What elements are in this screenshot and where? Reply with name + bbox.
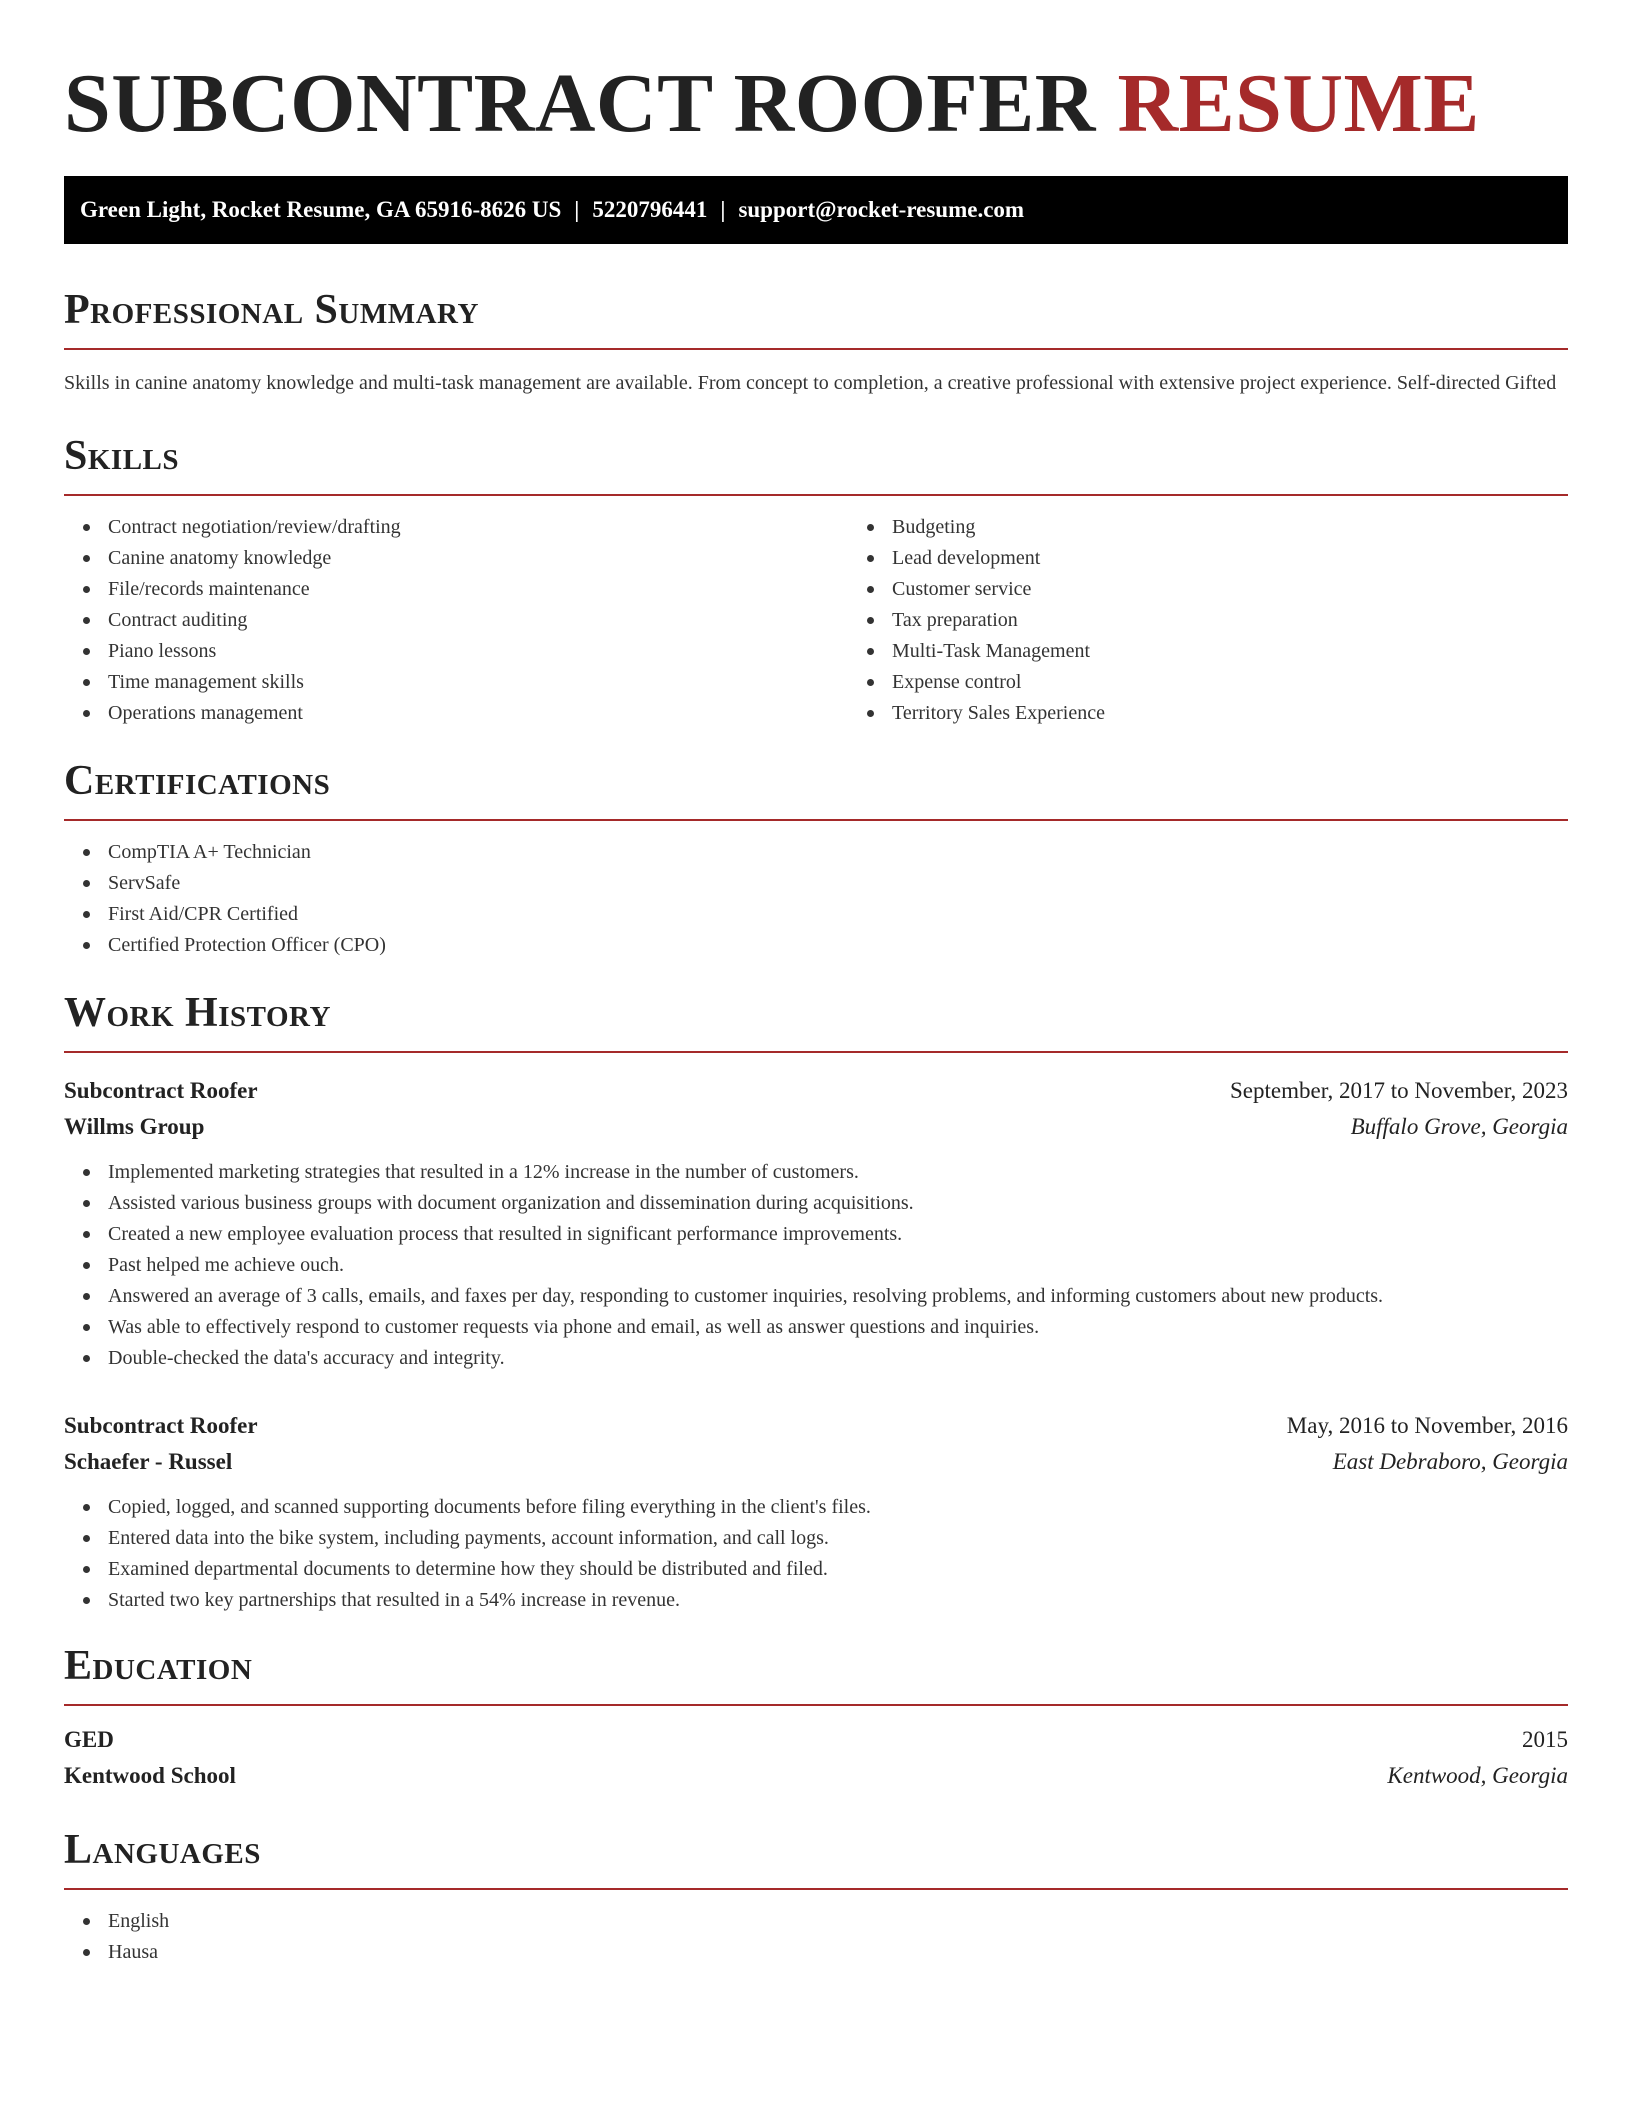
- job-title-row: [64, 1073, 1568, 1109]
- work-history-heading: Work History: [64, 991, 1568, 1053]
- language-item: English: [108, 1906, 1568, 1937]
- skill-item: Customer service: [892, 574, 1568, 605]
- languages-heading: Languages: [64, 1828, 1568, 1890]
- job-company: Willms Group: [64, 1114, 205, 1139]
- skill-item: Operations management: [108, 698, 848, 729]
- job-title: Subcontract Roofer: [64, 1078, 258, 1103]
- certification-item: CompTIA A+ Technician: [108, 837, 1568, 868]
- job-dates: May, 2016 to November, 2016: [1286, 1413, 1568, 1438]
- job-title: Subcontract Roofer: [64, 1413, 258, 1438]
- job-bullet: Copied, logged, and scanned supporting documents before filing everything in the client's files.: [108, 1492, 1568, 1523]
- job-location: Buffalo Grove, Georgia: [1350, 1114, 1568, 1139]
- languages-section: [64, 1828, 1568, 1968]
- job-location: East Debraboro, Georgia: [1332, 1449, 1568, 1474]
- skill-item: Piano lessons: [108, 636, 848, 667]
- skill-item: Contract negotiation/review/drafting: [108, 512, 848, 543]
- work-history-section: [64, 991, 1568, 1616]
- education-school-row: [64, 1758, 1568, 1794]
- skill-item: Budgeting: [892, 512, 1568, 543]
- job-bullet: Double-checked the data's accuracy and integrity.: [108, 1343, 1568, 1374]
- contact-email: support@rocket-resume.com: [738, 197, 1025, 222]
- languages-list: [64, 1906, 1568, 1968]
- skill-item: Contract auditing: [108, 605, 848, 636]
- job-bullet: Answered an average of 3 calls, emails, and faxes per day, responding to customer inquiries, resolving problems, and informing customers about new products.: [108, 1281, 1568, 1312]
- education-year: 2015: [1522, 1727, 1568, 1752]
- job-bullet: Created a new employee evaluation process that resulted in significant performance improvements.: [108, 1219, 1568, 1250]
- job-bullet: Examined departmental documents to determine how they should be distributed and filed.: [108, 1554, 1568, 1585]
- job-company: Schaefer - Russel: [64, 1449, 233, 1474]
- contact-address: Green Light, Rocket Resume, GA 65916-8626 US: [80, 197, 562, 222]
- resume-page: [64, 56, 1568, 1968]
- job-bullets: [64, 1157, 1568, 1374]
- certification-item: First Aid/CPR Certified: [108, 899, 1568, 930]
- summary-heading: Professional Summary: [64, 288, 1568, 350]
- title-accent: RESUME: [1117, 57, 1480, 150]
- skill-item: Tax preparation: [892, 605, 1568, 636]
- job-bullet: Was able to effectively respond to customer requests via phone and email, as well as answer questions and inquiries.: [108, 1312, 1568, 1343]
- education-location: Kentwood, Georgia: [1387, 1763, 1568, 1788]
- skills-columns: [64, 496, 1568, 729]
- job-company-row: [64, 1109, 1568, 1145]
- summary-section: [64, 288, 1568, 398]
- skill-item: Time management skills: [108, 667, 848, 698]
- education-degree: GED: [64, 1727, 114, 1752]
- page-title: [64, 56, 1568, 152]
- job-entry: [64, 1073, 1568, 1374]
- job-company-row: [64, 1444, 1568, 1480]
- education-school: Kentwood School: [64, 1763, 236, 1788]
- skill-item: File/records maintenance: [108, 574, 848, 605]
- contact-bar: [64, 176, 1568, 244]
- education-entry: [64, 1722, 1568, 1794]
- job-bullet: Assisted various business groups with document organization and dissemination during acquisitions.: [108, 1188, 1568, 1219]
- summary-text: Skills in canine anatomy knowledge and multi-task management are available. From concept to completion, a creative professional with extensive project experience. Self-directed Gifted: [64, 372, 1557, 394]
- skills-list-left: [64, 512, 848, 729]
- skill-item: Expense control: [892, 667, 1568, 698]
- job-bullets: [64, 1492, 1568, 1616]
- skill-item: Canine anatomy knowledge: [108, 543, 848, 574]
- job-bullet: Started two key partnerships that resulted in a 54% increase in revenue.: [108, 1585, 1568, 1616]
- skill-item: Territory Sales Experience: [892, 698, 1568, 729]
- job-bullet: Entered data into the bike system, including payments, account information, and call logs.: [108, 1523, 1568, 1554]
- education-degree-row: [64, 1722, 1568, 1758]
- education-section: [64, 1644, 1568, 1794]
- education-heading: Education: [64, 1644, 1568, 1706]
- certifications-section: [64, 759, 1568, 961]
- contact-phone: 5220796441: [592, 197, 708, 222]
- title-main: SUBCONTRACT ROOFER: [64, 57, 1096, 150]
- certifications-list: [64, 837, 1568, 961]
- skills-list-right: [848, 512, 1568, 729]
- skills-section: [64, 434, 1568, 729]
- language-item: Hausa: [108, 1937, 1568, 1968]
- skill-item: Lead development: [892, 543, 1568, 574]
- job-bullet: Implemented marketing strategies that resulted in a 12% increase in the number of customers.: [108, 1157, 1568, 1188]
- job-entry: [64, 1408, 1568, 1616]
- job-bullet: Past helped me achieve ouch.: [108, 1250, 1568, 1281]
- skills-heading: Skills: [64, 434, 1568, 496]
- contact-separator: |: [574, 197, 580, 222]
- certifications-heading: Certifications: [64, 759, 1568, 821]
- job-dates: September, 2017 to November, 2023: [1230, 1078, 1568, 1103]
- certification-item: ServSafe: [108, 868, 1568, 899]
- skill-item: Multi-Task Management: [892, 636, 1568, 667]
- contact-separator: |: [720, 197, 726, 222]
- job-title-row: [64, 1408, 1568, 1444]
- certification-item: Certified Protection Officer (CPO): [108, 930, 1568, 961]
